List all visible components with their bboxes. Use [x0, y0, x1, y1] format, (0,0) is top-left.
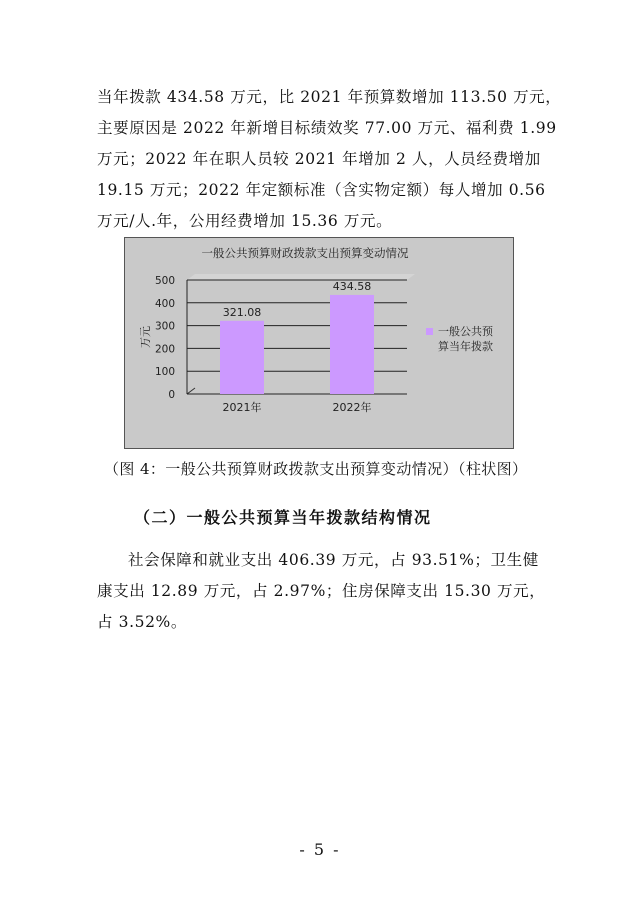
chart-title: 一般公共预算财政拨款支出预算变动情况: [201, 246, 409, 260]
y-tick-label: 300: [154, 320, 175, 333]
data-label: 434.58: [332, 279, 372, 293]
text-line: 社会保障和就业支出 406.39 万元，占 93.51%；卫生健: [128, 551, 539, 569]
bar-chart-frame: [124, 237, 514, 449]
legend-swatch: [426, 328, 433, 335]
paragraph-budget-change: [97, 82, 562, 237]
text-line: 万元；2022 年在职人员较 2021 年增加 2 人，人员经费增加: [97, 150, 541, 168]
figure-caption: （图 4：一般公共预算财政拨款支出预算变动情况）（柱状图）: [104, 460, 528, 478]
section-heading: （二）一般公共预算当年拨款结构情况: [134, 508, 432, 527]
y-axis-label: 万元: [139, 326, 152, 348]
text-line: 当年拨款 434.58 万元，比 2021 年预算数增加 113.50 万元，: [97, 88, 562, 106]
bar-chart: [125, 238, 513, 448]
x-tick-label: 2022年: [332, 401, 372, 414]
text-line: 康支出 12.89 万元，占 2.97%；住房保障支出 15.30 万元，: [97, 582, 546, 600]
text-line: 万元/人.年，公用经费增加 15.36 万元。: [97, 212, 393, 230]
text-line: 主要原因是 2022 年新增目标绩效奖 77.00 万元、福利费 1.99: [97, 119, 557, 137]
bar: [330, 295, 374, 394]
bar: [220, 321, 264, 394]
legend-label: 算当年拨款: [438, 340, 493, 353]
floor-edge: [187, 388, 195, 394]
y-tick-label: 100: [154, 366, 175, 379]
text-line: 19.15 万元；2022 年定额标准（含实物定额）每人增加 0.56: [97, 181, 546, 199]
plot-backwall-top: [187, 274, 415, 280]
y-tick-label: 400: [154, 297, 175, 310]
y-tick-label: 0: [168, 389, 175, 401]
y-tick-label: 500: [154, 275, 175, 287]
paragraph-structure: [97, 545, 547, 638]
page-number: - 5 -: [299, 840, 341, 859]
text-line: 占 3.52%。: [97, 613, 187, 631]
data-label: 321.08: [222, 305, 262, 319]
x-tick-label: 2021年: [222, 401, 262, 414]
legend-label: 一般公共预: [438, 325, 493, 338]
y-tick-label: 200: [154, 343, 175, 356]
